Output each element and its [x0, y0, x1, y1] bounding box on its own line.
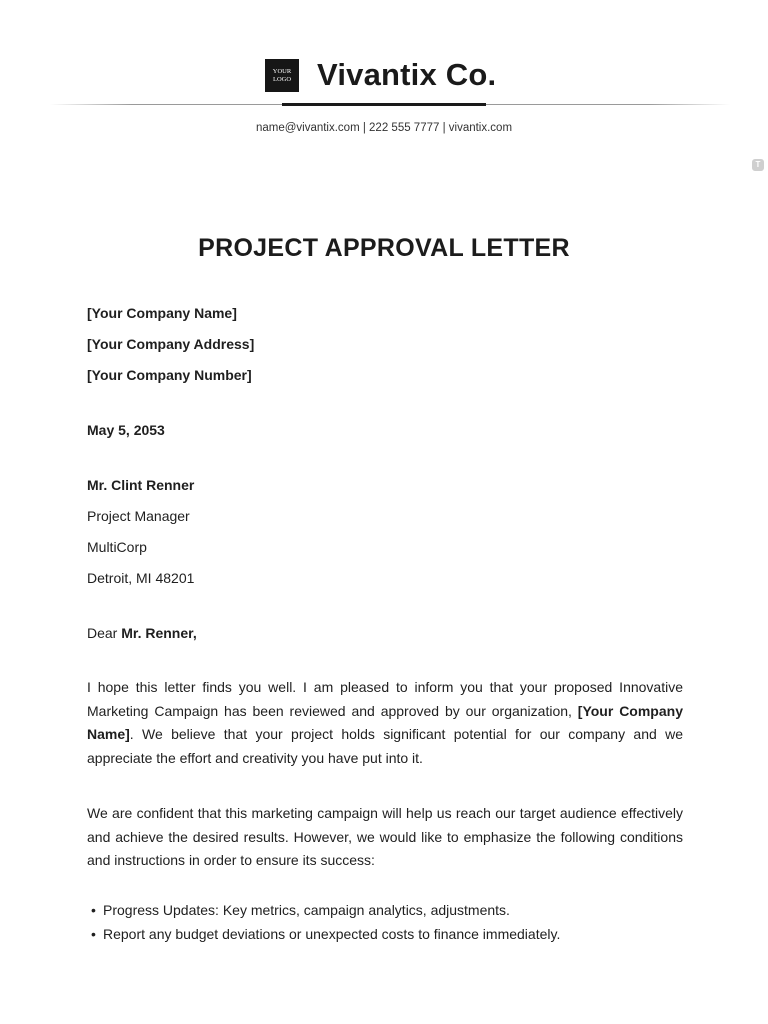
contact-info: name@vivantix.com | 222 555 7777 | vivantix.com [255, 122, 513, 134]
paragraph1-text-end: . We believe that your project holds significant potential for our company and we appreciate the effort and creativity you have put into it. [87, 726, 683, 767]
paragraph1-company-name: [Your Company Name] [87, 702, 683, 743]
company-name: Vivantix Co. [317, 57, 497, 92]
salutation [87, 625, 197, 641]
list-item: • Progress Updates: Key metrics, campaign analytics, adjustments. [91, 898, 691, 922]
recipient-city: Detroit, MI 48201 [87, 570, 195, 586]
sender-company-number: [Your Company Number] [87, 367, 252, 383]
sender-company-address: [Your Company Address] [87, 336, 255, 352]
letterhead [0, 59, 768, 93]
salutation-prefix: Dear [87, 625, 122, 641]
logo-text: YOUR LOGO [272, 67, 292, 83]
letter-date: May 5, 2053 [87, 422, 165, 438]
list-item: • Report any budget deviations or unexpected costs to finance immediately. [91, 922, 691, 946]
body-paragraph-2: We are confident that this marketing campaign will help us reach our target audience effectively and achieve the desired results. However, we would like to emphasize the following conditions and instructions in order to ensure its success: [87, 805, 683, 869]
body-paragraph-1 [87, 676, 683, 771]
document-title: PROJECT APPROVAL LETTER [198, 234, 570, 262]
recipient-name: Mr. Clint Renner [87, 477, 195, 493]
text-tool-icon[interactable]: T [752, 159, 764, 171]
recipient-company: MultiCorp [87, 539, 147, 555]
salutation-name: Mr. Renner, [121, 625, 197, 641]
recipient-title: Project Manager [87, 508, 190, 524]
company-logo [265, 59, 299, 92]
sender-company-name: [Your Company Name] [87, 305, 237, 321]
header-divider-accent [282, 103, 486, 106]
paragraph1-text-start: I hope this letter finds you well. I am pleased to inform you that your proposed Innovative Marketing Campaign has been reviewed and approved by our organization, [87, 679, 683, 719]
conditions-list [91, 898, 691, 946]
